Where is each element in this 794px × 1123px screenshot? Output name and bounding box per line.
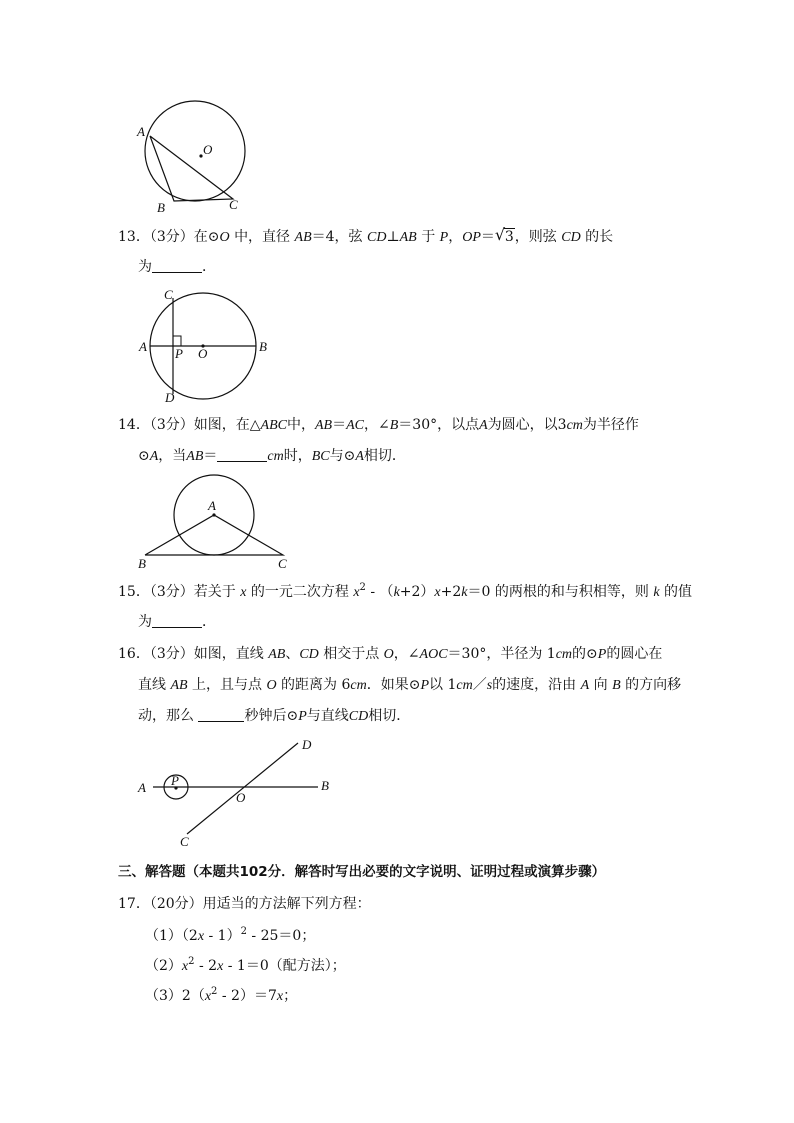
sqrt-3: √ 3: [494, 225, 514, 245]
triangle-abc: [150, 136, 233, 201]
answer-blank[interactable]: [152, 258, 202, 273]
triangle-abc: [145, 515, 283, 555]
label-d: D: [302, 737, 312, 752]
label-p: P: [175, 346, 183, 361]
label-o: O: [236, 790, 246, 805]
q16-line3: 动，那么 秒钟后⊙P与直线CD相切．: [138, 708, 411, 724]
label-b: B: [157, 200, 165, 215]
label-b: B: [138, 556, 146, 571]
circle-o: [145, 101, 245, 201]
label-c: C: [164, 287, 173, 302]
label-d: D: [165, 390, 175, 405]
q17-item3: $(3)2(x^2 - 2)=7x$；: [145, 986, 298, 1004]
label-c: C: [229, 197, 238, 212]
label-a: A: [137, 124, 145, 139]
label-o: O: [203, 142, 213, 157]
q14-line1: 14．（3分）如图，在△ABC中，AB＝AC，∠B＝30°，以点A为圆心，以3cm为半径作: [118, 417, 639, 433]
q13-line1: 13．（3分）在⊙O 中，直径 AB＝4，弦 CD⊥AB 于 P，OP＝ √ 3，则弦 CD 的长: [118, 225, 614, 245]
figure-q13: [0, 280, 794, 410]
q17-item2: $(2)x^2 - 2x - 1=0$（配方法）；: [145, 956, 346, 974]
label-p: P: [171, 773, 179, 788]
line-cd: [187, 743, 298, 834]
answer-blank[interactable]: [198, 707, 244, 722]
q15-line2: 为 ．: [138, 614, 216, 630]
q16-line1: 16．（3分）如图，直线 AB、CD 相交于点 O，∠AOC＝30°，半径为 1cm的⊙P的圆心在: [118, 646, 663, 662]
right-angle-mark: [173, 336, 181, 346]
figure-q16: [0, 730, 794, 855]
label-a: A: [208, 498, 216, 513]
label-c: C: [278, 556, 287, 571]
q17-line1: 17．（20分）用适当的方法解下列方程：: [118, 896, 371, 912]
answer-blank[interactable]: [217, 447, 267, 462]
label-b: B: [321, 778, 329, 793]
q13-line2: 为 ．: [138, 259, 216, 275]
q14-line2: ⊙A，当AB＝ cm时，BC与⊙A相切．: [138, 448, 406, 464]
figure-q14: [0, 470, 794, 580]
figure-circle-triangle: [0, 0, 794, 220]
q16-line2: 直线 AB 上，且与点 O 的距离为 6cm．如果⊙P以 1cm／s的速度，沿由 A 向 B 的方向移: [138, 677, 682, 693]
q15-line1: 15．（3分）若关于 x 的一元二次方程 $x^2 - (k+2)x+2k=0$ 的两根的和与积相等，则 k 的值: [118, 582, 692, 600]
label-a: A: [138, 780, 146, 795]
label-o: O: [198, 346, 208, 361]
point-a: [212, 513, 215, 516]
label-c: C: [180, 834, 189, 849]
label-b: B: [259, 339, 267, 354]
answer-blank[interactable]: [152, 613, 202, 628]
section-heading: 三、解答题（本题共102分．解答时写出必要的文字说明、证明过程或演算步骤）: [118, 864, 606, 880]
label-a: A: [139, 339, 147, 354]
q17-item1: （1）（2x - 1）$^2$ - 25＝0；: [145, 926, 316, 944]
